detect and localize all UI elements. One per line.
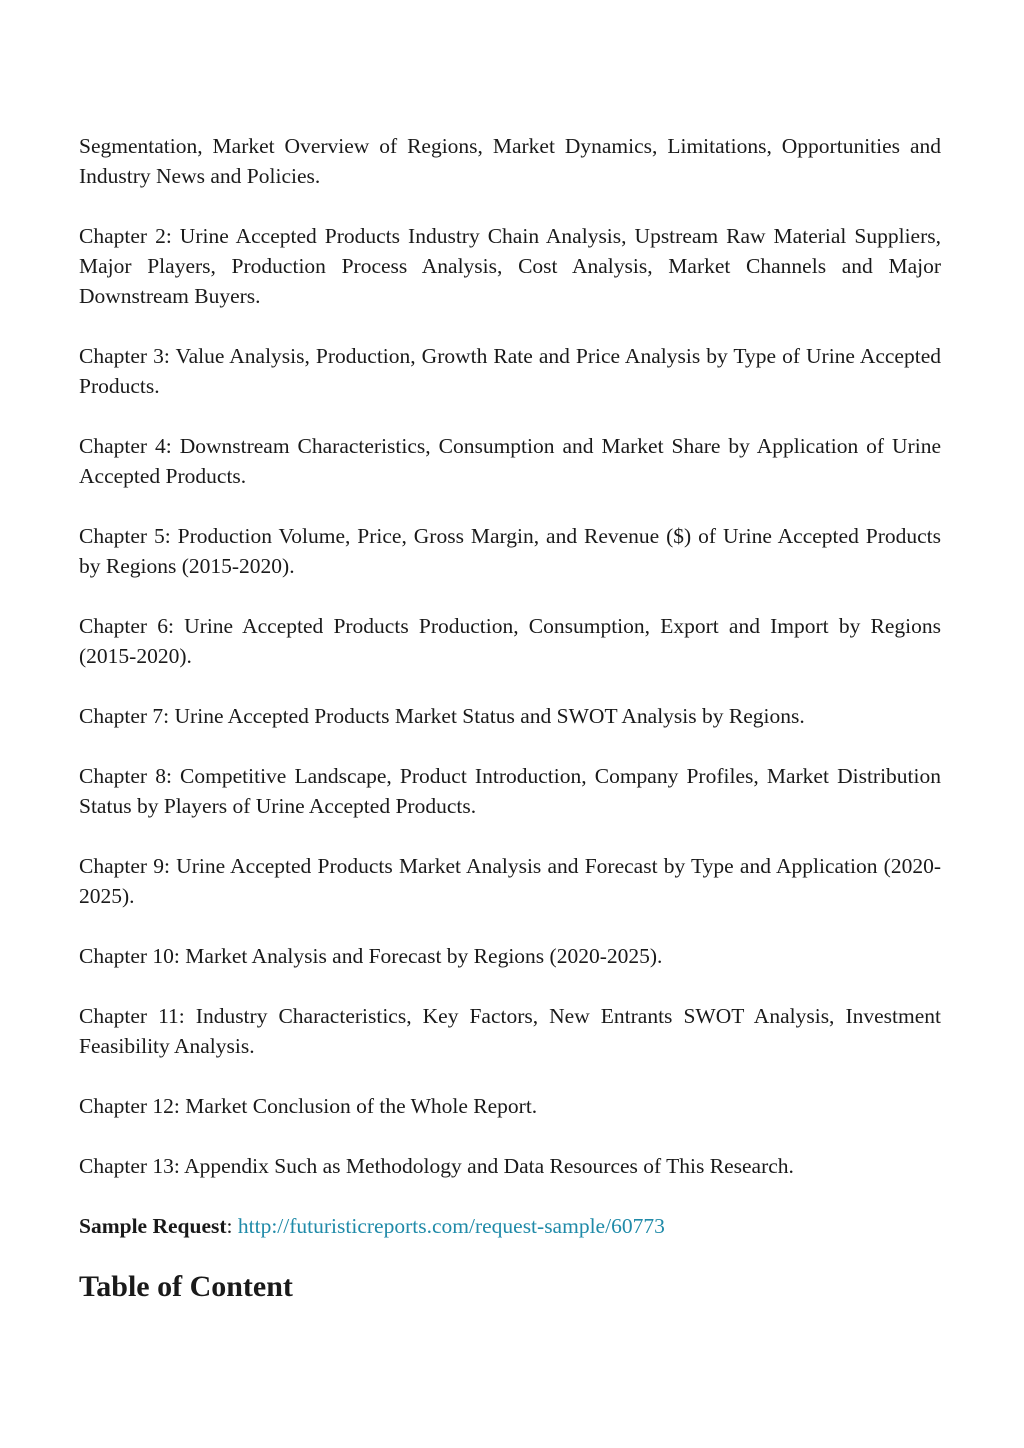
paragraph-chapter-3: Chapter 3: Value Analysis, Production, Growth Rate and Price Analysis by Type of Urine Accepted Products. [79, 344, 941, 398]
sample-request-separator: : [226, 1214, 238, 1238]
sample-request-label: Sample Request [79, 1214, 227, 1238]
paragraph-chapter-13: Chapter 13: Appendix Such as Methodology and Data Resources of This Research. [79, 1154, 794, 1178]
paragraph-chapter-5: Chapter 5: Production Volume, Price, Gross Margin, and Revenue ($) of Urine Accepted Products by Regions (2015-2020). [79, 524, 941, 578]
paragraph-chapter-12: Chapter 12: Market Conclusion of the Whole Report. [79, 1094, 538, 1118]
paragraph-segmentation: Segmentation, Market Overview of Regions, Market Dynamics, Limitations, Opportunities and Industry News and Policies. [79, 134, 941, 188]
paragraph-chapter-4: Chapter 4: Downstream Characteristics, Consumption and Market Share by Application of Urine Accepted Products. [79, 434, 941, 488]
document-page [79, 131, 941, 1305]
paragraph-chapter-10: Chapter 10: Market Analysis and Forecast by Regions (2020-2025). [79, 944, 663, 968]
paragraph-chapter-2: Chapter 2: Urine Accepted Products Industry Chain Analysis, Upstream Raw Material Suppliers, Major Players, Production Process Analysis, Cost Analysis, Market Channels and Major Downstream Buyers. [79, 224, 941, 308]
paragraph-chapter-8: Chapter 8: Competitive Landscape, Product Introduction, Company Profiles, Market Distribution Status by Players of Urine Accepted Products. [79, 764, 941, 818]
sample-request-link[interactable]: http://futuristicreports.com/request-sample/60773 [237, 1214, 665, 1238]
table-of-content-heading: Table of Content [79, 1270, 293, 1303]
paragraph-chapter-6: Chapter 6: Urine Accepted Products Production, Consumption, Export and Import by Regions (2015-2020). [79, 614, 941, 668]
paragraph-chapter-11: Chapter 11: Industry Characteristics, Key Factors, New Entrants SWOT Analysis, Investment Feasibility Analysis. [79, 1004, 941, 1058]
paragraph-chapter-7: Chapter 7: Urine Accepted Products Market Status and SWOT Analysis by Regions. [79, 704, 805, 728]
sample-request-line [79, 1211, 941, 1241]
paragraph-chapter-9: Chapter 9: Urine Accepted Products Market Analysis and Forecast by Type and Application (2020-2025). [79, 854, 941, 908]
